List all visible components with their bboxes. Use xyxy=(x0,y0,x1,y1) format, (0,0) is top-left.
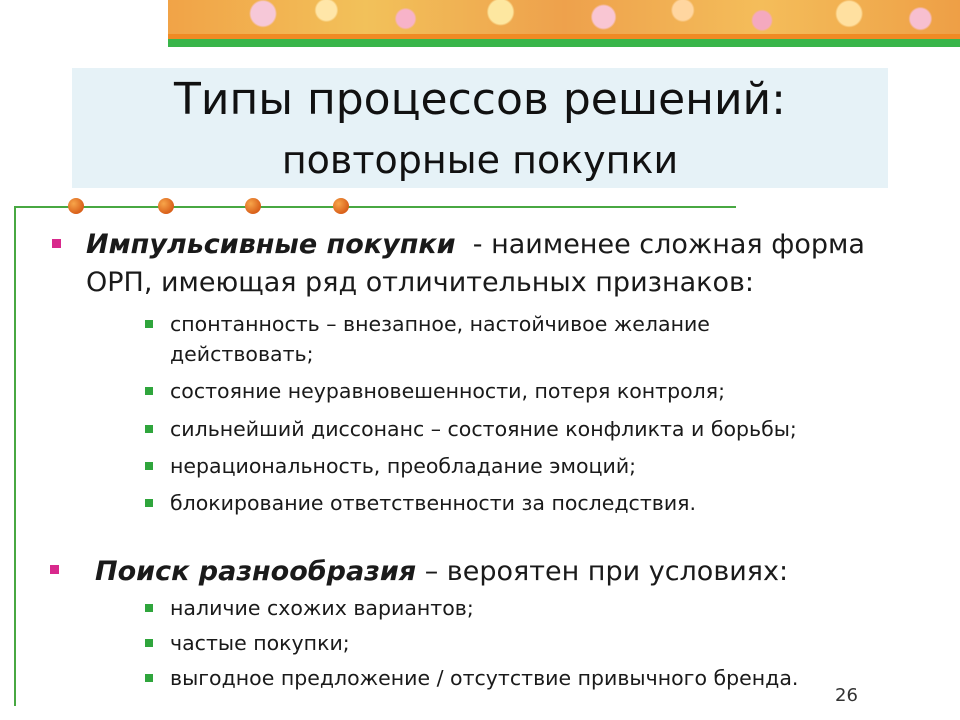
section1-heading-cont: ОРП, имеющая ряд отличительных признаков: xyxy=(86,267,755,298)
bullet-square-icon xyxy=(145,604,153,612)
bullet-square-icon xyxy=(52,239,61,248)
bullet-square-icon xyxy=(145,639,153,647)
section1-item: блокирование ответственности за последствия. xyxy=(170,491,697,515)
section2-item: частые покупки; xyxy=(170,631,350,655)
section1-heading xyxy=(86,226,865,264)
vertical-divider xyxy=(14,206,16,706)
section1-item-cont: действовать; xyxy=(170,342,314,366)
section2-item: выгодное предложение / отсутствие привычного бренда. xyxy=(170,666,799,690)
section1-term: Импульсивные покупки xyxy=(86,229,456,260)
section2-item: наличие схожих вариантов; xyxy=(170,596,474,620)
bullet-square-icon xyxy=(145,387,153,395)
section1-item: спонтанность – внезапное, настойчивое желание xyxy=(170,312,710,336)
section2-term: Поиск разнообразия xyxy=(95,556,417,587)
divider-dot xyxy=(333,198,349,214)
bullet-square-icon xyxy=(145,674,153,682)
slide-subtitle: повторные покупки xyxy=(281,138,679,182)
divider-dot xyxy=(68,198,84,214)
section2-heading xyxy=(95,553,788,591)
slide-title: Типы процессов решений: xyxy=(174,74,786,125)
section1-item: сильнейший диссонанс – состояние конфликта и борьбы; xyxy=(170,417,797,441)
divider-dot xyxy=(245,198,261,214)
section1-heading-rest: - наименее сложная форма xyxy=(455,229,865,260)
bullet-square-icon xyxy=(145,499,153,507)
banner-blank xyxy=(0,0,168,46)
bullet-square-icon xyxy=(145,462,153,470)
divider-dot xyxy=(158,198,174,214)
horizontal-divider xyxy=(14,206,736,208)
page-number: 26 xyxy=(835,685,858,706)
section1-item: нерациональность, преобладание эмоций; xyxy=(170,454,637,478)
bullet-square-icon xyxy=(50,565,59,574)
bullet-square-icon xyxy=(145,320,153,328)
section1-item: состояние неуравновешенности, потеря контроля; xyxy=(170,379,726,403)
banner-flower-image xyxy=(168,0,960,34)
banner-green-stripe xyxy=(168,39,960,47)
bullet-square-icon xyxy=(145,425,153,433)
section2-heading-rest: – вероятен при условиях: xyxy=(416,556,789,587)
